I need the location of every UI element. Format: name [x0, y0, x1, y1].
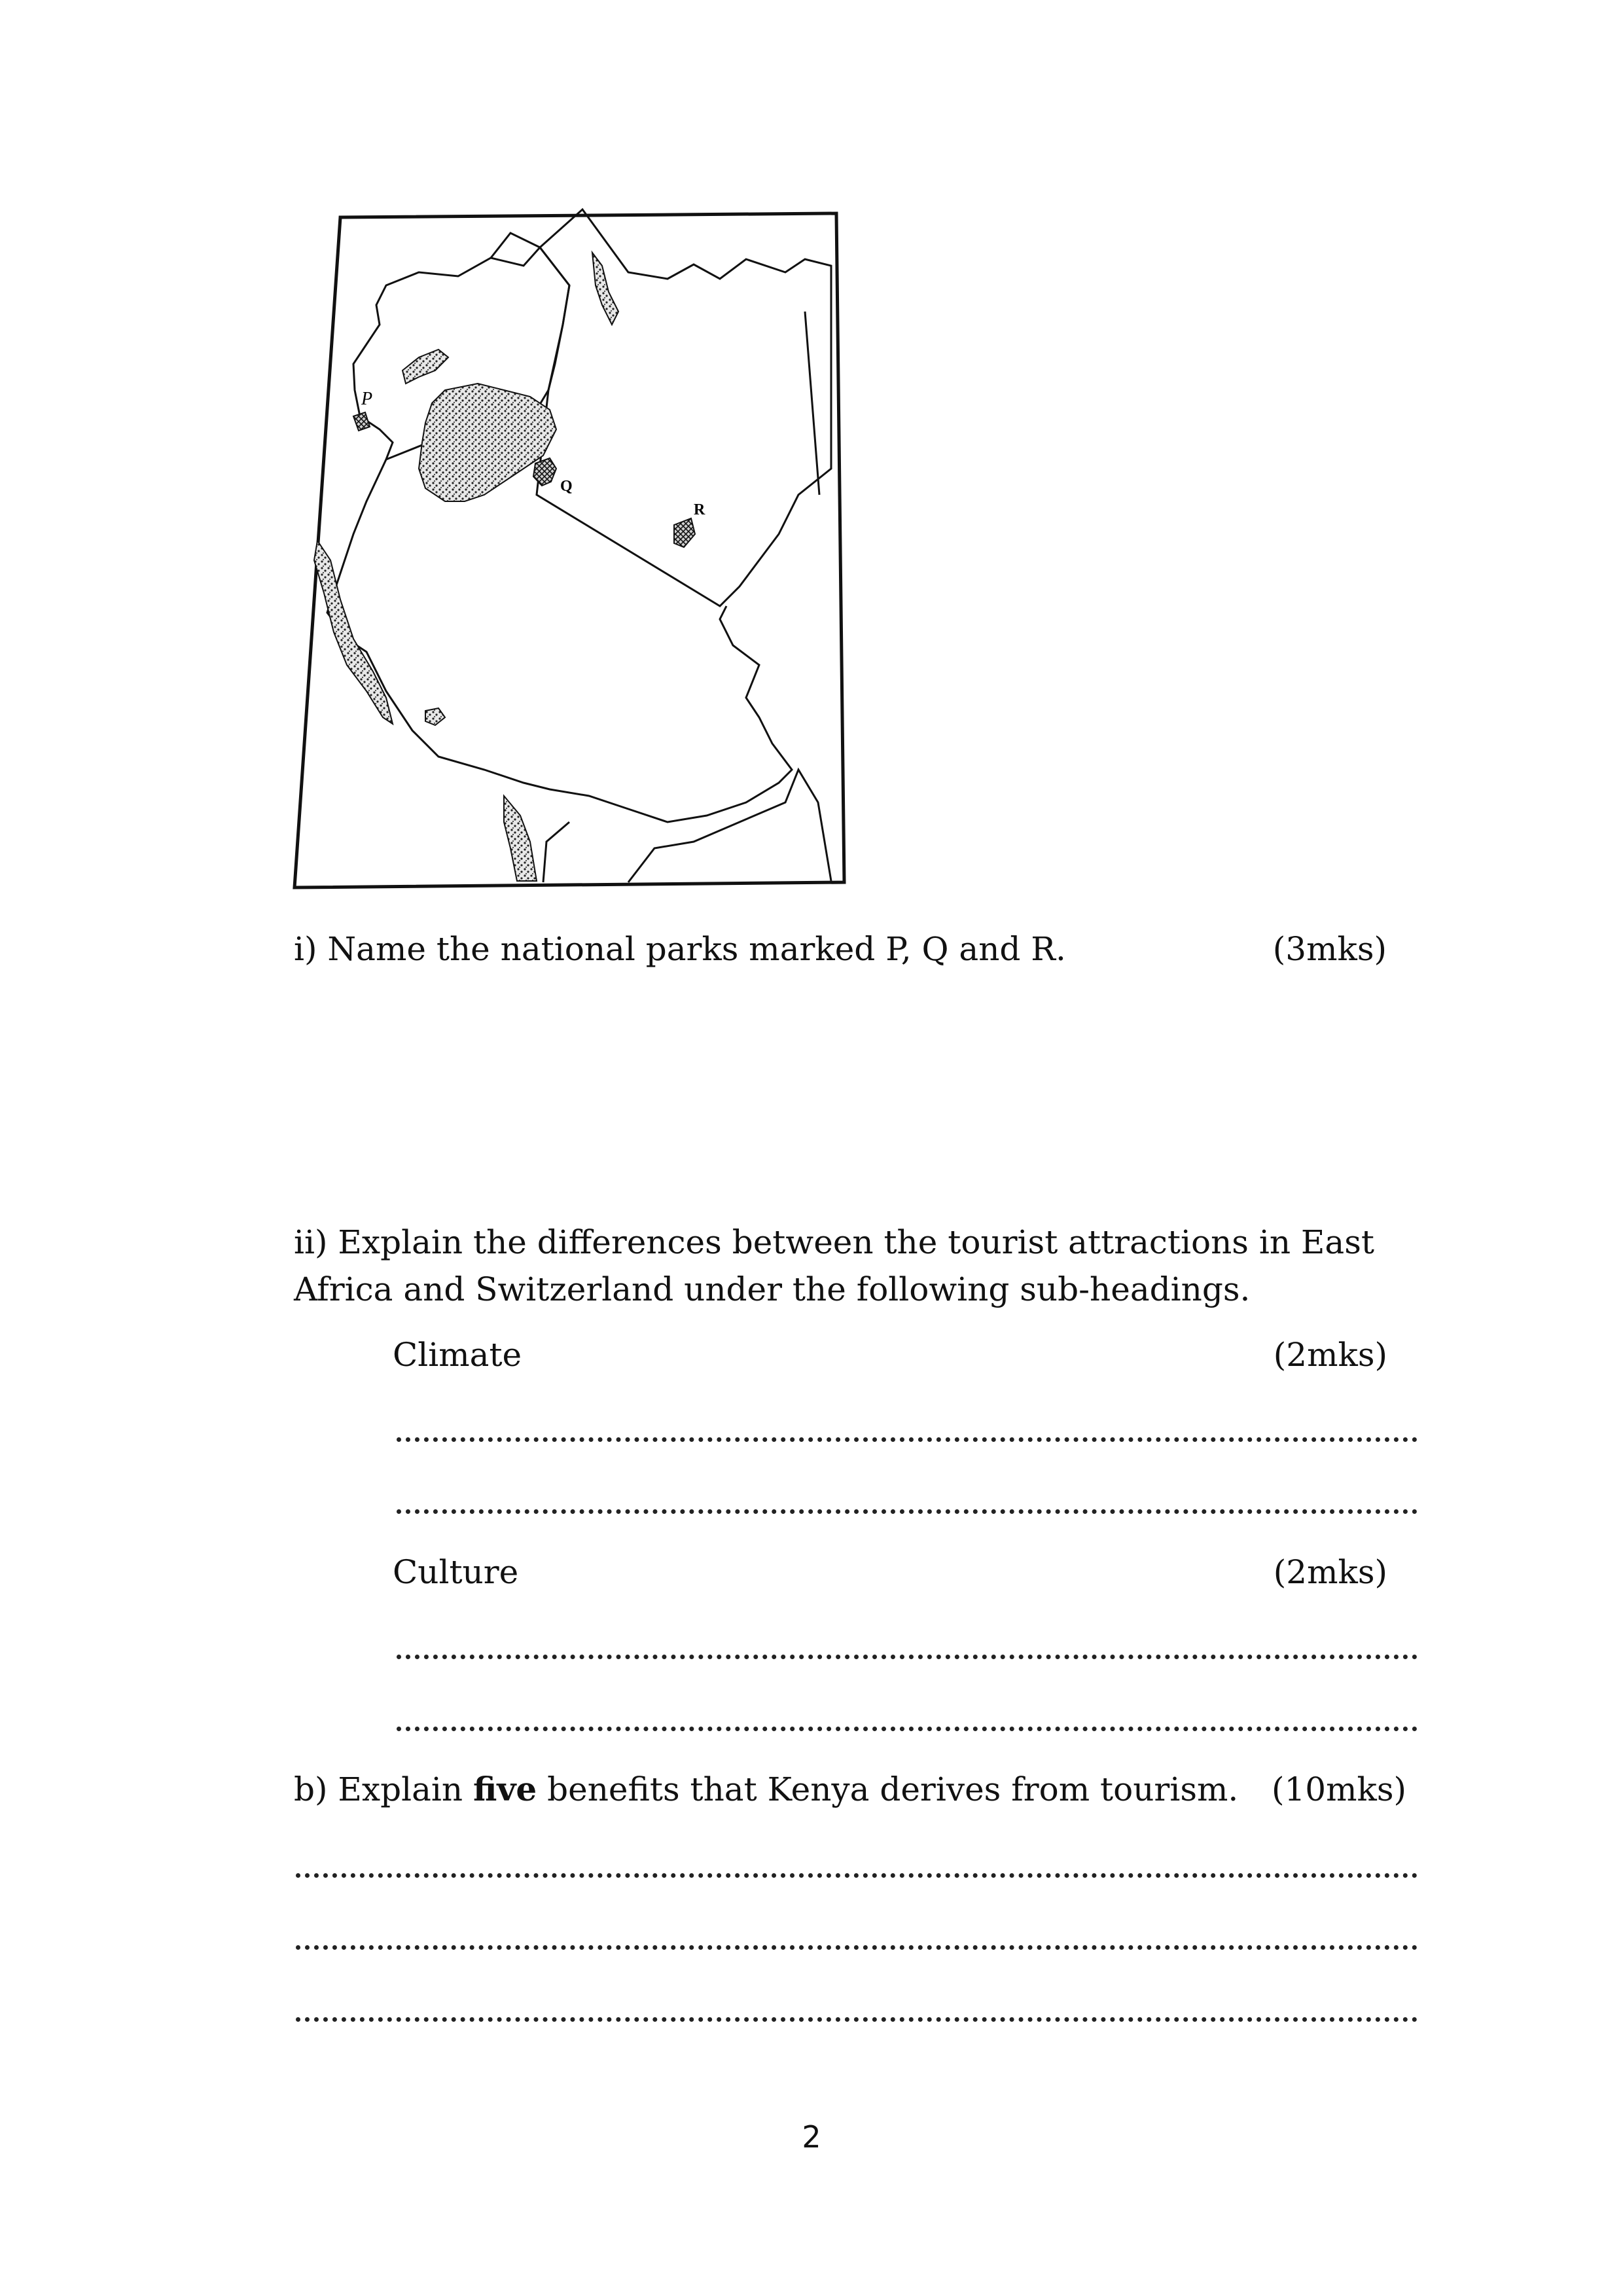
climate-label: Climate [393, 1336, 522, 1374]
east-africa-map [288, 194, 857, 901]
culture-label: Culture [393, 1553, 519, 1591]
park-r [674, 518, 695, 547]
ethiopia-border [491, 233, 540, 258]
question-b-bold: five [473, 1770, 537, 1808]
answer-line[interactable] [397, 1655, 1418, 1659]
tanzania-boundary [327, 459, 792, 822]
map-label-p: P [361, 389, 373, 409]
park-p [353, 412, 370, 431]
answer-line[interactable] [397, 1727, 1418, 1731]
question-i-text: i) Name the national parks marked P, Q and R. [294, 930, 1066, 968]
lake-rukwa [425, 708, 445, 725]
answer-line[interactable] [296, 1873, 1418, 1878]
lake-nyasa [504, 796, 537, 881]
page-number: 2 [802, 2119, 821, 2155]
answer-line[interactable] [397, 1437, 1418, 1442]
answer-line[interactable] [397, 1509, 1418, 1514]
park-q [533, 458, 556, 486]
map-label-q: Q [560, 478, 573, 495]
kenya-somalia-line [805, 312, 819, 495]
climate-marks: (2mks) [1273, 1336, 1387, 1374]
lake-victoria [419, 384, 556, 501]
question-b-marks: (10mks) [1271, 1770, 1406, 1808]
question-b [294, 1766, 1406, 1813]
question-ii-text: ii) Explain the differences between the tourist attractions in East Africa and Switzerland under the following sub-headings. [294, 1223, 1374, 1308]
answer-line[interactable] [296, 2017, 1418, 2022]
answer-line[interactable] [296, 1945, 1418, 1950]
lake-turkana [592, 253, 618, 325]
question-b-suffix: benefits that Kenya derives from tourism. [537, 1770, 1239, 1808]
climate-row [393, 1331, 1387, 1378]
malawi-border [543, 822, 569, 882]
culture-row [393, 1549, 1387, 1596]
map-label-r: R [694, 501, 705, 518]
mozambique-border [628, 770, 831, 882]
lake-tanganyika [314, 541, 393, 724]
question-b-prefix: b) Explain [294, 1770, 473, 1808]
question-i-marks: (3mks) [1272, 930, 1387, 968]
culture-marks: (2mks) [1273, 1553, 1387, 1591]
lake-albert [402, 350, 448, 384]
question-i [294, 925, 1387, 973]
